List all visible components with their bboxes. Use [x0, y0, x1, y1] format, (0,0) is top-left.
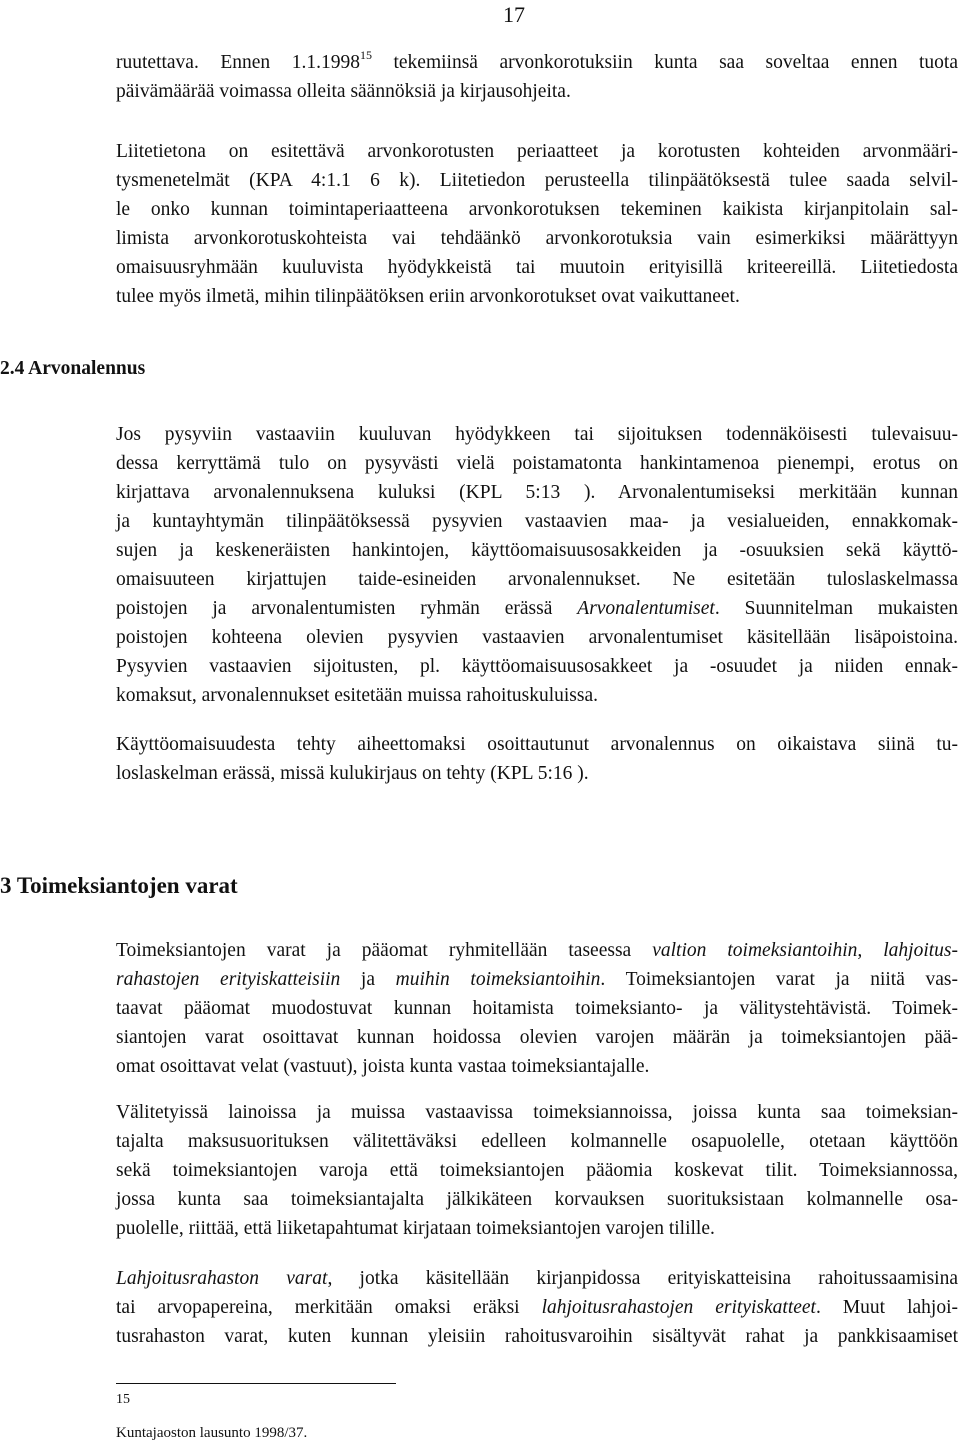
- text-line: poistojen ja arvonalentumisten ryhmän erässä Arvonalentumiset. Suunnitelman mukaisten: [116, 598, 958, 619]
- text-line: omaisuusryhmään kuuluvista hyödykkeistä tai muutoin erityisillä kriteereillä. Liitetiedosta: [116, 257, 958, 278]
- text-line: Lahjoitusrahaston varat, jotka käsitellään kirjanpidossa erityiskatteisina rahoitussaamisina: [116, 1268, 958, 1289]
- section-heading-3: 3 Toimeksiantojen varat: [0, 873, 238, 898]
- text-line: loslaskelman erässä, missä kulukirjaus on tehty (KPL 5:16 ).: [116, 763, 589, 784]
- liitetieto-paragraph: [116, 137, 958, 311]
- footnote-reference[interactable]: 15: [359, 48, 372, 62]
- intro-paragraph: [116, 48, 958, 106]
- text-line: ja kuntayhtymän tilinpäätöksessä pysyvien vastaavien maa- ja vesialueiden, ennakkomak-: [116, 511, 958, 532]
- text-line: le onko kunnan toimintaperiaatteena arvonkorotuksen tekeminen kaikista kirjanpitolain sal-: [116, 199, 958, 220]
- arvonalennus-paragraph-2: [116, 730, 958, 788]
- text-line: tajalta maksusuorituksen välitettäväksi edelleen kolmannelle osapuolelle, otetaan käyttöön: [116, 1131, 958, 1152]
- text-line: omat osoittavat velat (vastuut), joista kunta vastaa toimeksiantajalle.: [116, 1056, 650, 1077]
- text-line: kirjattava arvonalennuksena kuluksi (KPL 5:13 ). Arvonalentumiseksi merkitään kunnan: [116, 482, 958, 503]
- text-line: Välitetyissä lainoissa ja muissa vastaavissa toimeksiannoissa, joissa kunta saa toimeksian-: [116, 1102, 958, 1123]
- text-line: sekä toimeksiantojen varoja että toimeksiantojen pääomia koskevat tilit. Toimeksiannossa,: [116, 1160, 958, 1181]
- text-line: komaksut, arvonalennukset esitetään muissa rahoituskuluissa.: [116, 685, 598, 706]
- footnote-divider: [116, 1383, 396, 1384]
- text-line: Jos pysyviin vastaaviin kuuluvan hyödykkeen tai sijoituksen todennäköisesti tulevaisuu-: [116, 424, 958, 445]
- text-line: poistojen kohteena olevien pysyvien vastaavien arvonalentumiset käsitellään lisäpoistoina.: [116, 627, 958, 648]
- text-line: päivämäärää voimassa olleita säännöksiä ja kirjausohjeita.: [116, 81, 571, 102]
- text-line: tusrahaston varat, kuten kunnan yleisiin rahoitusvaroihin sisältyvät rahat ja pankkisaamiset: [116, 1326, 958, 1347]
- footnote-text: Kuntajaoston lausunto 1998/37.: [116, 1425, 308, 1441]
- text-line: tysmenetelmät (KPA 4:1.1 6 k). Liitetiedon perusteella tilinpäätöksestä tulee saada selvil-: [116, 170, 958, 191]
- page-number: 17: [503, 2, 525, 27]
- arvonalennus-paragraph-1: [116, 420, 958, 710]
- text-line: sujen ja keskeneräisten hankintojen, käyttöomaisuusosakkeiden ja -osuuksien sekä käyttö-: [116, 540, 958, 561]
- toimeksiannot-paragraph-2: [116, 1098, 958, 1243]
- text-line: tai arvopapereina, merkitään omaksi eräksi lahjoitusrahastojen erityiskatteet. Muut lahjoi-: [116, 1297, 958, 1318]
- text-line: puolelle, riittää, että liiketapahtumat kirjataan toimeksiantojen varojen tilille.: [116, 1218, 715, 1239]
- text-line: taavat pääomat muodostuvat kunnan hoitamista toimeksianto- ja välitystehtävistä. Toimek-: [116, 998, 958, 1019]
- text-line: Pysyvien vastaavien sijoitusten, pl. käyttöomaisuusosakkeet ja -osuudet ja niiden ennak-: [116, 656, 958, 677]
- text-line: siantojen varat osoittavat kunnan hoidossa olevien varojen määrän ja toimeksiantojen pää-: [116, 1027, 958, 1048]
- text-line: Toimeksiantojen varat ja pääomat ryhmitellään taseessa valtion toimeksiantoihin, lahjoitus-: [116, 940, 958, 961]
- text-line: dessa kerryttämä tulo on pysyvästi vielä poistamatonta hankintamenoa pienempi, erotus on: [116, 453, 958, 474]
- text-line: tulee myös ilmetä, mihin tilinpäätöksen eriin arvonkorotukset ovat vaikuttaneet.: [116, 286, 740, 307]
- text-line: limista arvonkorotuskohteista vai tehdäänkö arvonkorotuksia vain esimerkiksi määrättyyn: [116, 228, 958, 249]
- section-heading-2-4: 2.4 Arvonalennus: [0, 358, 146, 379]
- footnote-number: 15: [116, 1392, 130, 1407]
- text-line: rahastojen erityiskatteisiin ja muihin toimeksiantoihin. Toimeksiantojen varat ja niitä vas-: [116, 969, 958, 990]
- text-line: ruutettava. Ennen 1.1.1998$^{15}$ tekemiinsä arvonkorotuksiin kunta saa soveltaa ennen tuota: [116, 48, 958, 73]
- lahjoitusrahasto-paragraph: [116, 1264, 958, 1351]
- toimeksiannot-paragraph-1: [116, 936, 958, 1081]
- text-line: jossa kunta saa toimeksiantajalta jälkikäteen korvauksen suorituksistaan kolmannelle osa-: [116, 1189, 958, 1210]
- text-line: omaisuuteen kirjattujen taide-esineiden arvonalennukset. Ne esitetään tuloslaskelmassa: [116, 569, 958, 590]
- text-line: Liitetietona on esitettävä arvonkorotusten periaatteet ja korotusten kohteiden arvonmääri-: [116, 141, 958, 162]
- text-line: Käyttöomaisuudesta tehty aiheettomaksi osoittautunut arvonalennus on oikaistava siinä tu-: [116, 734, 958, 755]
